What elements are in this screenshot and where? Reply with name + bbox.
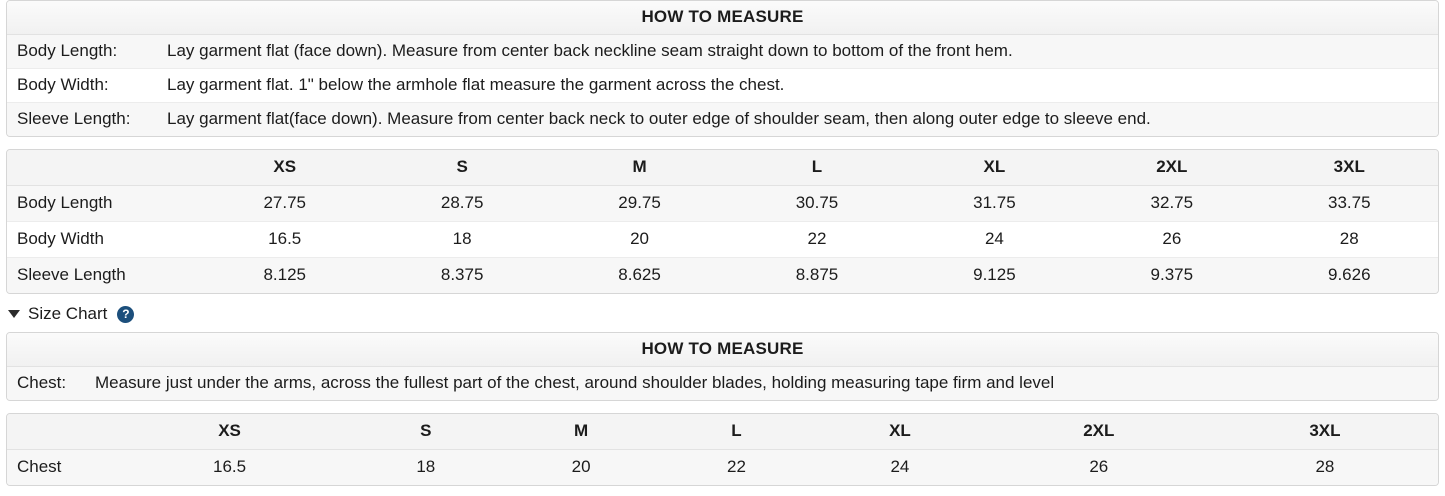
- size-chart-label: Size Chart: [28, 304, 108, 323]
- cell-m: 20: [551, 222, 728, 258]
- question-mark-icon[interactable]: ?: [117, 306, 134, 323]
- cell-s: 18: [373, 222, 550, 258]
- cell-xl: 9.125: [906, 258, 1083, 294]
- row-label: Body Length: [7, 186, 196, 222]
- column-header-3xl: 3XL: [1261, 150, 1438, 186]
- column-header-blank: [7, 414, 111, 450]
- cell-2xl: 9.375: [1083, 258, 1260, 294]
- cell-m: 29.75: [551, 186, 728, 222]
- column-header-s: S: [373, 150, 550, 186]
- column-header-xl: XL: [906, 150, 1083, 186]
- column-header-xs: XS: [196, 150, 373, 186]
- cell-xs: 8.125: [196, 258, 373, 294]
- cell-l: 22: [659, 450, 814, 486]
- measure-row: [7, 69, 1438, 103]
- row-label: Sleeve Length: [7, 258, 196, 294]
- column-header-blank: [7, 150, 196, 186]
- cell-xs: 27.75: [196, 186, 373, 222]
- chevron-down-icon[interactable]: [8, 310, 20, 318]
- size-table-panel-bottom: [6, 413, 1439, 486]
- measure-row: [7, 103, 1438, 136]
- cell-2xl: 32.75: [1083, 186, 1260, 222]
- column-header-l: L: [728, 150, 905, 186]
- cell-3xl: 28: [1261, 222, 1438, 258]
- column-header-3xl: 3XL: [1212, 414, 1438, 450]
- cell-xs: 16.5: [196, 222, 373, 258]
- cell-3xl: 33.75: [1261, 186, 1438, 222]
- measure-row: [7, 35, 1438, 69]
- column-header-2xl: 2XL: [1083, 150, 1260, 186]
- measure-text: Measure just under the arms, across the fullest part of the chest, around shoulder blades, holding measuring tape firm and level: [95, 373, 1055, 392]
- size-table-panel-top: [6, 149, 1439, 294]
- how-to-measure-panel-top: [6, 0, 1439, 137]
- cell-2xl: 26: [1083, 222, 1260, 258]
- cell-s: 8.375: [373, 258, 550, 294]
- table-row: [7, 258, 1438, 294]
- column-header-xs: XS: [111, 414, 348, 450]
- size-table-body: [7, 450, 1438, 486]
- table-header-row: [7, 414, 1438, 450]
- cell-xs: 16.5: [111, 450, 348, 486]
- row-label: Body Width: [7, 222, 196, 258]
- cell-s: 28.75: [373, 186, 550, 222]
- table-row: [7, 186, 1438, 222]
- cell-xl: 31.75: [906, 186, 1083, 222]
- cell-xl: 24: [814, 450, 986, 486]
- cell-l: 22: [728, 222, 905, 258]
- measure-label: Sleeve Length:: [17, 109, 131, 128]
- size-table-top: [7, 150, 1438, 293]
- measure-label: Chest:: [17, 373, 67, 392]
- cell-m: 8.625: [551, 258, 728, 294]
- size-table-body: [7, 186, 1438, 294]
- how-to-measure-heading-bottom: HOW TO MEASURE: [7, 333, 1438, 367]
- size-table-head: [7, 414, 1438, 450]
- column-header-2xl: 2XL: [986, 414, 1212, 450]
- how-to-measure-panel-bottom: [6, 332, 1439, 401]
- column-header-m: M: [503, 414, 658, 450]
- measure-label: Body Width:: [17, 75, 109, 94]
- cell-l: 30.75: [728, 186, 905, 222]
- column-header-m: M: [551, 150, 728, 186]
- measure-text: Lay garment flat (face down). Measure from center back neckline seam straight down to bottom of the front hem.: [167, 41, 1013, 60]
- column-header-l: L: [659, 414, 814, 450]
- table-row: [7, 450, 1438, 486]
- cell-3xl: 9.626: [1261, 258, 1438, 294]
- cell-3xl: 28: [1212, 450, 1438, 486]
- measure-text: Lay garment flat. 1" below the armhole flat measure the garment across the chest.: [167, 75, 785, 94]
- column-header-xl: XL: [814, 414, 986, 450]
- table-row: [7, 222, 1438, 258]
- cell-s: 18: [348, 450, 503, 486]
- how-to-measure-heading-top: HOW TO MEASURE: [7, 1, 1438, 35]
- row-label: Chest: [7, 450, 111, 486]
- cell-2xl: 26: [986, 450, 1212, 486]
- size-table-bottom: [7, 414, 1438, 485]
- table-header-row: [7, 150, 1438, 186]
- size-table-head: [7, 150, 1438, 186]
- column-header-s: S: [348, 414, 503, 450]
- cell-xl: 24: [906, 222, 1083, 258]
- cell-l: 8.875: [728, 258, 905, 294]
- measure-row: [7, 367, 1438, 400]
- measure-text: Lay garment flat(face down). Measure from center back neck to outer edge of shoulder seam, then along outer edge to sleeve end.: [167, 109, 1151, 128]
- size-chart-toggle[interactable]: [0, 294, 1445, 332]
- cell-m: 20: [503, 450, 658, 486]
- measure-label: Body Length:: [17, 41, 118, 60]
